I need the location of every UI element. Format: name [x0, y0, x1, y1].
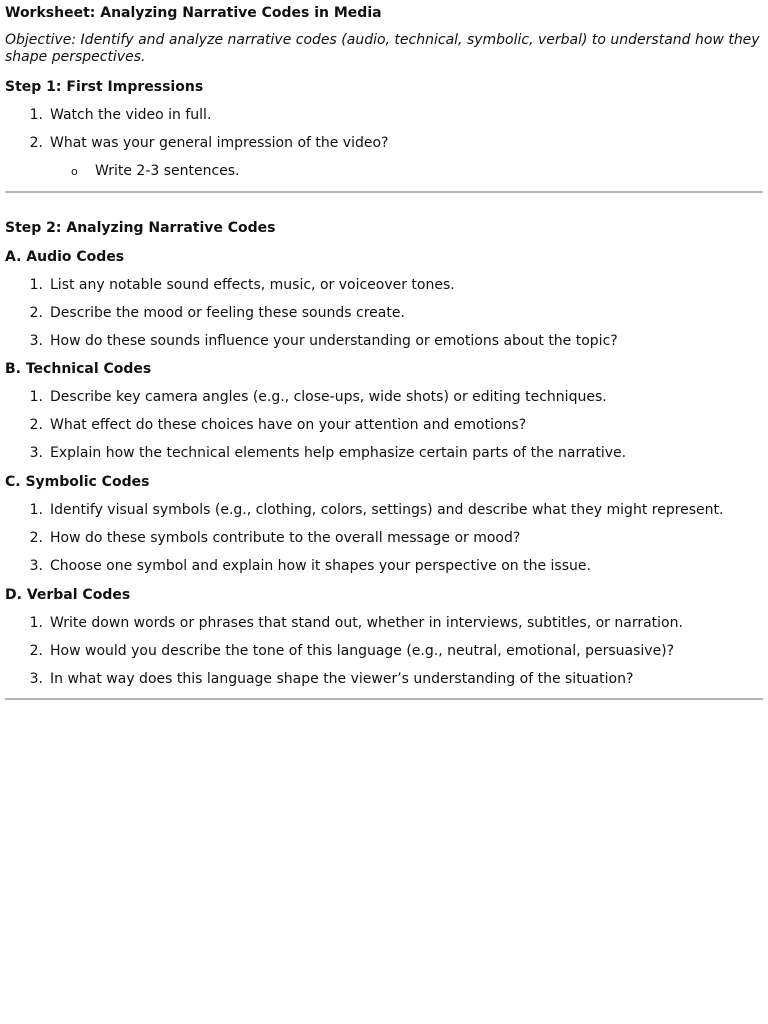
item-text: List any notable sound effects, music, or voiceover tones. — [50, 277, 455, 293]
item-text: Describe key camera angles (e.g., close-ups, wide shots) or editing techniques. — [50, 389, 607, 405]
section-heading-symbolic: C. Symbolic Codes — [5, 474, 150, 490]
item-text: Write down words or phrases that stand out, whether in interviews, subtitles, or narration. — [50, 615, 683, 631]
item-number: 3. — [29, 445, 43, 461]
step2-heading: Step 2: Analyzing Narrative Codes — [5, 220, 276, 236]
item-text: In what way does this language shape the viewer’s understanding of the situation? — [50, 671, 634, 687]
item-text: Identify visual symbols (e.g., clothing, colors, settings) and describe what they might represent. — [50, 502, 724, 518]
item-text: What effect do these choices have on your attention and emotions? — [50, 417, 527, 433]
item-number: 2. — [29, 417, 43, 433]
section-heading-verbal: D. Verbal Codes — [5, 587, 131, 603]
item-number: 1. — [29, 107, 43, 123]
item-text: How do these sounds influence your understanding or emotions about the topic? — [50, 333, 618, 349]
item-text: Describe the mood or feeling these sounds create. — [50, 305, 405, 321]
item-number: 1. — [29, 615, 43, 631]
item-text: Choose one symbol and explain how it shapes your perspective on the issue. — [50, 558, 591, 574]
item-text: How would you describe the tone of this language (e.g., neutral, emotional, persuasive)? — [50, 643, 675, 659]
step1-heading: Step 1: First Impressions — [5, 79, 204, 95]
item-number: 1. — [29, 502, 43, 518]
item-number: 2. — [29, 135, 43, 151]
item-number: 2. — [29, 643, 43, 659]
divider — [5, 698, 763, 700]
section-heading-audio: A. Audio Codes — [5, 249, 125, 265]
item-number: 3. — [29, 671, 43, 687]
item-number: 1. — [29, 277, 43, 293]
divider — [5, 191, 763, 193]
item-number: 1. — [29, 389, 43, 405]
item-text: How do these symbols contribute to the overall message or mood? — [50, 530, 521, 546]
circle-bullet-icon: o — [71, 165, 78, 178]
item-text: What was your general impression of the video? — [50, 135, 389, 151]
sub-item-text: Write 2-3 sentences. — [95, 163, 240, 179]
worksheet-title: Worksheet: Analyzing Narrative Codes in Media — [5, 5, 382, 21]
objective-text: Objective: Identify and analyze narrative codes (audio, technical, symbolic, verbal) to understand how they shape perspectives. — [5, 32, 760, 65]
section-heading-technical: B. Technical Codes — [5, 361, 152, 377]
item-text: Watch the video in full. — [50, 107, 212, 123]
item-number: 2. — [29, 305, 43, 321]
item-number: 2. — [29, 530, 43, 546]
item-text: Explain how the technical elements help emphasize certain parts of the narrative. — [50, 445, 627, 461]
item-number: 3. — [29, 333, 43, 349]
item-number: 3. — [29, 558, 43, 574]
